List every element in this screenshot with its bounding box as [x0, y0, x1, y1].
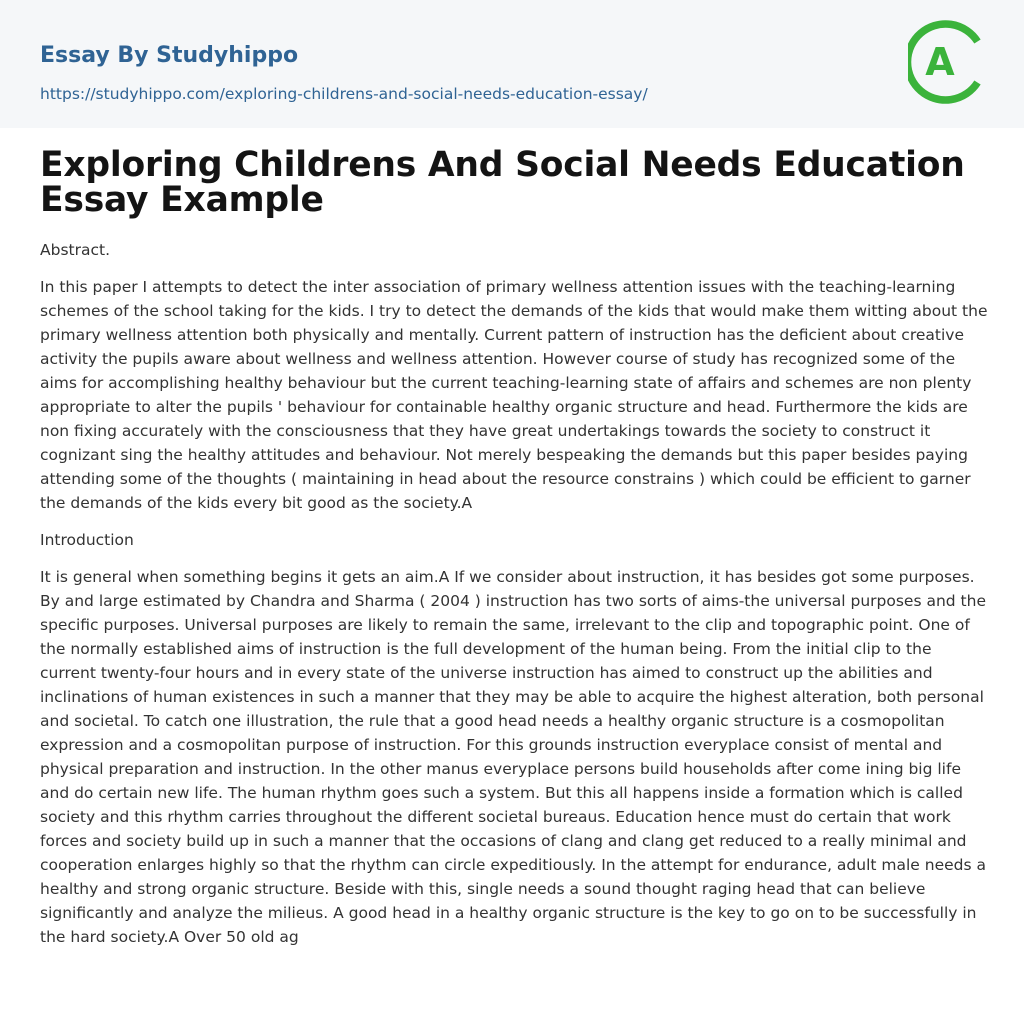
- site-title[interactable]: Essay By Studyhippo: [40, 43, 299, 68]
- introduction-paragraph: It is general when something begins it gets an aim.A If we consider about instruction, it has besides got some purposes. By and large estimated by Chandra and Sharma ( 2004 ) instruction has two sorts of aims-the universal purposes and the specific purposes. Universal purposes are likely to remain the same, irrelevant to the clip and topographic point. One of the normally established aims of instruction is the full development of the human being. From the initial clip to the current twenty-four hours and in every state of the universe instruction has aimed to construct up the abilities and inclinations of human existences in such a manner that they may be able to acquire the highest alteration, both personal and societal. To catch one illustration, the rule that a good head needs a healthy organic structure is a cosmopolitan expression and a cosmopolitan purpose of instruction. For this grounds instruction everyplace consist of mental and physical preparation and instruction. In the other manus everyplace persons build households after come ining big life and do certain new life. The human rhythm goes such a system. But this all happens inside a formation which is called society and this rhythm carries throughout the different societal bureaus. Education hence must do certain that work forces and society build up in such a manner that the occasions of clang and clang get reduced to a really minimal and cooperation enlarges highly so that the rhythm can circle expeditiously. In the attempt for endurance, adult male needs a healthy and strong organic structure. Beside with this, single needs a sound thought raging head that can believe significantly and analyze the milieus. A good head in a healthy organic structure is the key to go on to be successfully in the hard society.A Over 50 old ag: [40, 568, 986, 946]
- abstract-paragraph: In this paper I attempts to detect the inter association of primary wellness attention issues with the teaching-learning schemes of the school taking for the kids. I try to detect the demands of the kids that would make them witting about the primary wellness attention both physically and mentally. Current pattern of instruction has the deficient about creative activity the pupils aware about wellness and wellness attention. However course of study has recognized some of the aims for accomplishing healthy behaviour but the current teaching-learning state of affairs and schemes are non plenty appropriate to alter the pupils ' behaviour for containable healthy organic structure and head. Furthermore the kids are non fixing accurately with the consciousness that they have great undertakings towards the society to construct it cognizant sing the healthy attitudes and behaviour. Not merely bespeaking the demands but this paper besides paying attending some of the thoughts ( maintaining in head about the resource constrains ) which could be efficient to garner the demands of the kids every bit good as the society.A: [40, 278, 988, 512]
- logo-letter: A: [925, 40, 955, 84]
- essay-title: Exploring Childrens And Social Needs Education Essay Example: [40, 145, 965, 220]
- site-header: [0, 0, 1024, 128]
- abstract-heading: Abstract.: [40, 241, 110, 259]
- logo-icon[interactable]: [908, 18, 988, 106]
- essay-content: [40, 145, 988, 962]
- source-url-link[interactable]: https://studyhippo.com/exploring-childrens-and-social-needs-education-essay/: [40, 85, 648, 103]
- introduction-heading: Introduction: [40, 531, 134, 549]
